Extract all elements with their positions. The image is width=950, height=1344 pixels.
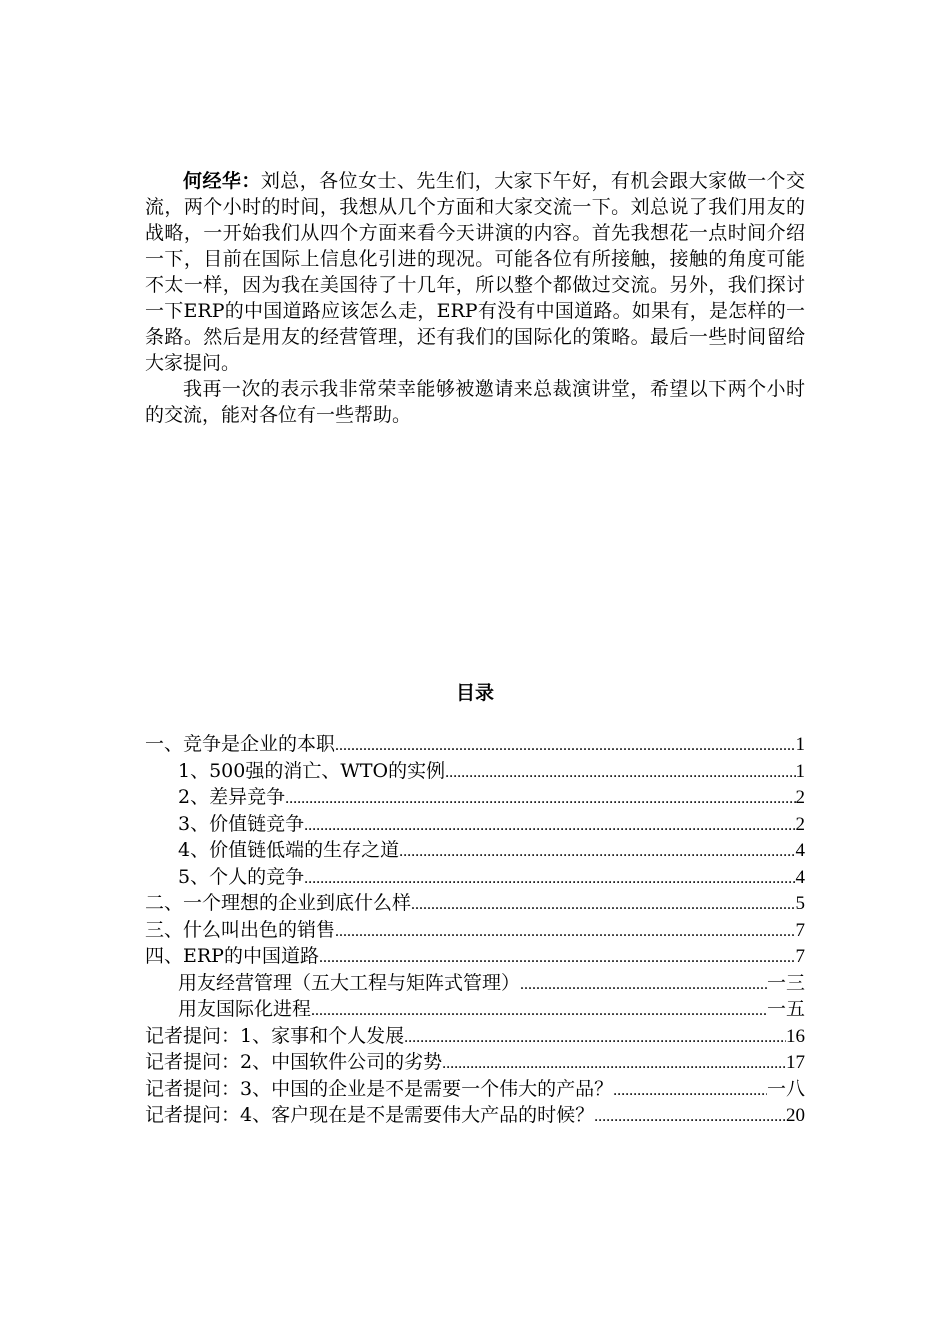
toc-entry-page: 4 — [795, 840, 805, 861]
toc-entry-page: 1 — [795, 760, 805, 782]
toc-entry[interactable] — [145, 1074, 805, 1101]
toc-entry-label: 记者提问：2、中国软件公司的劣势 — [145, 1051, 443, 1073]
toc-entry[interactable] — [145, 835, 805, 862]
toc-entry-label: 用友国际化进程 — [178, 998, 312, 1020]
speaker-name: 何经华： — [183, 170, 261, 192]
toc-entry-label: 4、价值链低端的生存之道 — [178, 839, 400, 861]
toc-entry-page: 20 — [786, 1105, 805, 1126]
toc-leader-dots — [399, 843, 795, 861]
toc-leader-dots — [404, 1029, 786, 1047]
toc-leader-dots — [613, 1082, 767, 1100]
toc-entry[interactable] — [145, 756, 805, 783]
toc-entry-page: 16 — [786, 1025, 805, 1047]
toc-entry-label: 5、个人的竞争 — [178, 865, 305, 888]
toc-leader-dots — [594, 1108, 786, 1126]
toc-entry-page: 5 — [795, 893, 805, 914]
toc-entry-label: 2、差异竞争 — [178, 786, 286, 808]
toc-leader-dots — [335, 923, 795, 941]
intro-paragraph-1 — [145, 168, 805, 376]
toc-entry-label: 一、竞争是企业的本职 — [145, 733, 336, 755]
toc-entry[interactable] — [145, 729, 805, 756]
toc-entry-page: 一五 — [766, 998, 805, 1020]
toc-entry-page: 7 — [795, 919, 805, 941]
toc-entry[interactable] — [145, 915, 805, 942]
toc-leader-dots — [445, 764, 795, 782]
toc-entry[interactable] — [145, 1100, 805, 1127]
table-of-contents — [145, 729, 805, 1127]
toc-entry[interactable] — [145, 782, 805, 809]
toc-title: 目录 — [455, 682, 494, 704]
toc-entry[interactable] — [145, 1047, 805, 1074]
toc-leader-dots — [311, 1002, 767, 1020]
toc-entry-label: 记者提问：4、客户现在是不是需要伟大产品的时候？ — [145, 1104, 595, 1126]
toc-entry-page: 2 — [795, 787, 805, 808]
toc-leader-dots — [520, 976, 767, 994]
toc-entry[interactable] — [145, 968, 805, 995]
toc-entry-page: 4 — [795, 866, 805, 888]
toc-leader-dots — [335, 737, 795, 755]
toc-entry-page: 2 — [795, 813, 805, 835]
toc-leader-dots — [285, 790, 795, 808]
toc-entry[interactable] — [145, 994, 805, 1021]
intro-paragraph-2: 我再一次的表示我非常荣幸能够被邀请来总裁演讲堂，希望以下两个小时的交流，能对各位有一些帮助。 — [145, 378, 805, 426]
toc-entry[interactable] — [145, 1021, 805, 1048]
toc-entry-page: 一八 — [766, 1077, 805, 1100]
toc-leader-dots — [319, 949, 796, 967]
toc-leader-dots — [411, 896, 795, 914]
toc-entry[interactable] — [145, 862, 805, 889]
toc-leader-dots — [442, 1055, 786, 1073]
toc-entry-page: 1 — [795, 734, 805, 755]
toc-entry-page: 一三 — [766, 971, 805, 994]
toc-entry-label: 四、ERP的中国道路 — [145, 945, 319, 967]
intro-section — [145, 168, 805, 428]
toc-leader-dots — [304, 870, 795, 888]
toc-leader-dots — [304, 817, 795, 835]
toc-entry-label: 3、价值链竞争 — [178, 812, 305, 835]
toc-entry[interactable] — [145, 888, 805, 915]
toc-entry-label: 三、什么叫出色的销售 — [145, 918, 336, 941]
toc-entry-page: 7 — [795, 946, 805, 967]
toc-entry-page: 17 — [786, 1052, 805, 1073]
toc-entry[interactable] — [145, 941, 805, 968]
toc-entry-label: 记者提问：3、中国的企业是不是需要一个伟大的产品？ — [145, 1077, 614, 1100]
toc-entry[interactable] — [145, 809, 805, 836]
toc-entry-label: 1、500强的消亡、WTO的实例 — [178, 759, 446, 782]
toc-entry-label: 二、一个理想的企业到底什么样 — [145, 892, 412, 914]
intro-paragraph-1-text: 刘总，各位女士、先生们，大家下午好，有机会跟大家做一个交流，两个小时的时间，我想从几个方面和大家交流一下。刘总说了我们用友的战略，一开始我们从四个方面来看今天讲演的内容。首先我想花一点时间介绍一下，目前在国际上信息化引进的现况。可能各位有所接触，接触的角度可能不太一样，因为我在美国待了十几年，所以整个都做过交流。另外，我们探讨一下ERP的中国道路应该怎么走，ERP有没有中国道路。如果有，是怎样的一条路。然后是用友的经营管理，还有我们的国际化的策略。最后一些时间留给大家提问。 — [145, 170, 805, 374]
toc-entry-label: 用友经营管理（五大工程与矩阵式管理） — [178, 971, 521, 994]
toc-entry-label: 记者提问：1、家事和个人发展 — [145, 1024, 405, 1047]
